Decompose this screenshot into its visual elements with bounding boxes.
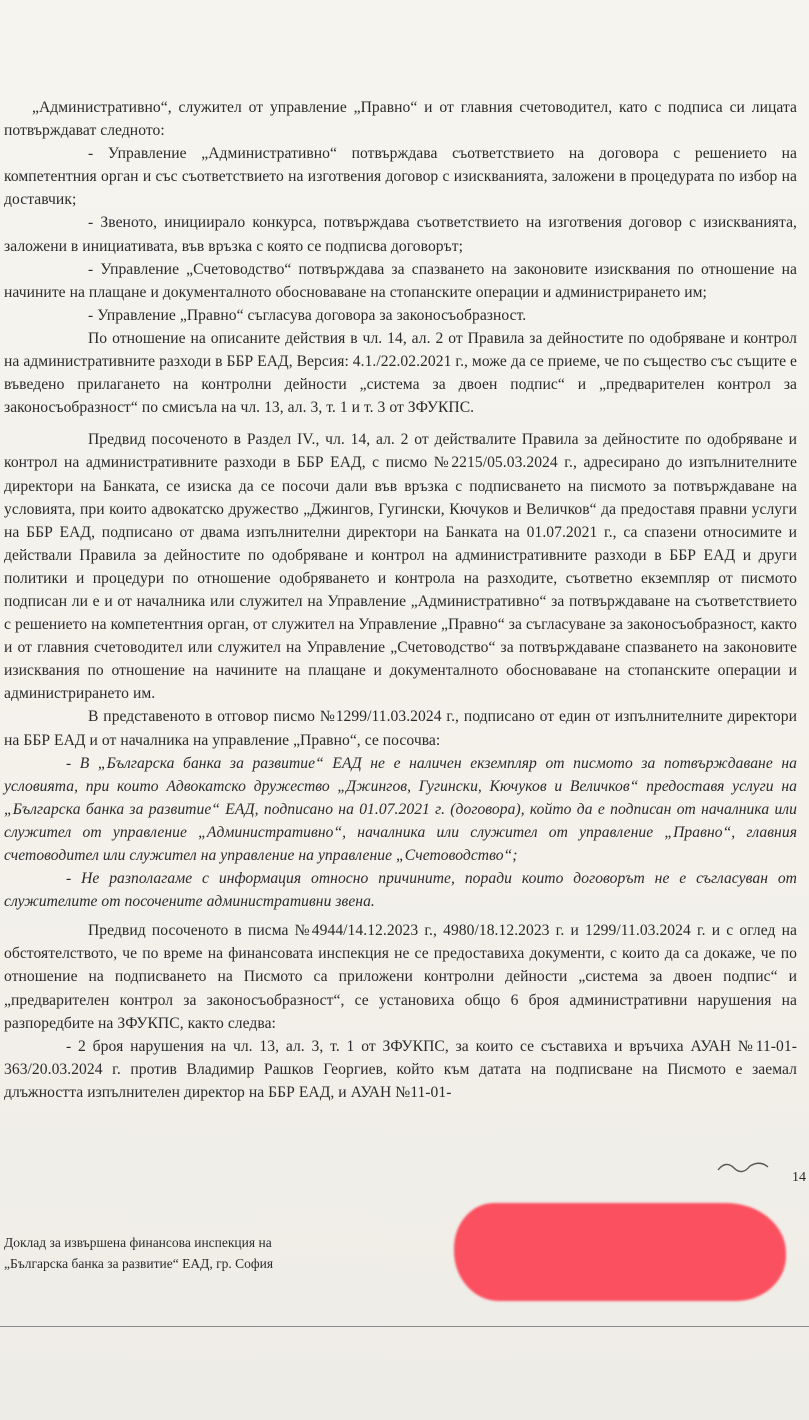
page-number: 14 [792, 1170, 806, 1185]
paragraph-6: По отношение на описаните действия в чл. 14, ал. 2 от Правила за дейностите по одобряване и контрол на административните разходи в ББР ЕАД, Версия: 4.1./22.02.2021 г., може да се приеме, че по същество със същите е въведено прилагането на контролни дейности „система за двоен подпис“ и „предварителен контрол за законосъобразност“ по смисъла на чл. 13, ал. 3, т. 1 и т. 3 от ЗФУКПС. [4, 329, 797, 417]
paragraph-10-quote: - Не разполагаме с информация относно причините, поради които договорът не е съгласуван от служителите от посочените административни звена. [4, 870, 797, 911]
paragraph-4: - Управление „Счетоводство“ потвърждава за спазването на законовите изисквания по отношение на начините на плащане и документалното обосноваване на стопанските операции и администрирането им; [4, 260, 797, 301]
paragraph-1: „Административно“, служител от управление „Правно“ и от главния счетоводител, като с подписа си лицата потвърждават следното: [4, 99, 797, 140]
pen-mark [716, 1158, 786, 1174]
paragraph-5: - Управление „Правно“ съгласува договора за законосъобразност. [88, 306, 527, 324]
document-footer [4, 1232, 364, 1274]
paragraph-3: - Звеното, инициирало конкурса, потвърждава съответствието на изготвения договор с изискванията, заложени в инициативата, във връзка с която се подписва договорът; [4, 214, 797, 255]
paragraph-9-quote: - В „Българска банка за развитие“ ЕАД не е наличен екземпляр от писмото за потвърждаване на условията, при които Адвокатско дружество „Джингов, Гугински, Кючуков и Величков“ предоставя услуги на „Българска банка за развитие“ ЕАД, подписано на 01.07.2021 г. (договора), който да е подписан от началника или служител от управление „Административно“, началника или служител от управление „Правно“, главния счетоводител или служител на управление на управление „Счетоводство“; [4, 754, 797, 864]
paragraph-7: Предвид посоченото в Раздел IV., чл. 14, ал. 2 от действалите Правила за дейностите по одобряване и контрол на административните разходи в ББР ЕАД, с писмо №2215/05.03.2024 г., адресирано до изпълнителните директори на Банката, се изиска да се посочи дали във връзка с подписването на писмото за потвърждаване на условията, при които адвокатско дружество „Джингов, Гугински, Кючуков и Величков“ да предоставя правни услуги на ББР ЕАД, подписано от двама изпълнителни директори на Банката на 01.07.2021 г., са спазени относимите и действали Правила за дейностите по одобряване и контрол на административните разходи в ББР ЕАД и други политики и процедури по отношение одобряването и контрола на разходите, съответно екземпляр от писмото подписан ли е и от началника или служител на Управление „Административно“ за потвърждаване на съответствието с решението на компетентния орган, от служител на Управление „Правно“ за съгласуване за законосъобразност, както и от главния счетоводител или служител на Управление „Счетоводство“ за потвърждаване спазването на законовите изисквания по отношение на начините на плащане и документалното обосноваване на стопанските операции и администрирането им. [4, 431, 797, 703]
paragraph-11: Предвид посоченото в писма №4944/14.12.2023 г., 4980/18.12.2023 г. и 1299/11.03.2024 г. и с оглед на обстоятелството, че по време на финансовата инспекция не се предоставиха документи, с които да са докаже, че по отношение на подписването на Писмото са приложени контролни дейности „система за двоен подпис“ и „предварителен контрол за законосъобразност“, се установиха общо 6 броя административни нарушения на разпоредбите на ЗФУКПС, както следва: [4, 922, 797, 1032]
document-body [4, 96, 797, 1104]
paragraph-8: В представеното в отговор писмо №1299/11.03.2024 г., подписано от един от изпълнителните директори на ББР ЕАД и от началника на управление „Правно“, се посочва: [4, 708, 797, 749]
footer-divider [0, 1326, 809, 1327]
redaction-mark [454, 1203, 786, 1301]
paragraph-12: - 2 броя нарушения на чл. 13, ал. 3, т. 1 от ЗФУКПС, за които се съставиха и връчиха АУАН №11-01-363/20.03.2024 г. против Владимир Рашков Георгиев, който към датата на подписване на Писмото е заемал длъжността изпълнителен директор на ББР ЕАД, и АУАН №11-01- [4, 1037, 797, 1101]
footer-line-1: Доклад за извършена финансова инспекция на [4, 1235, 272, 1250]
footer-line-2: „Българска банка за развитие“ ЕАД, гр. София [4, 1256, 274, 1271]
paragraph-2: - Управление „Административно“ потвърждава съответствието на договора с решението на компетентния орган и със съответствието на изготвения договор с изискванията, заложени в процедурата по избор на доставчик; [4, 145, 797, 209]
